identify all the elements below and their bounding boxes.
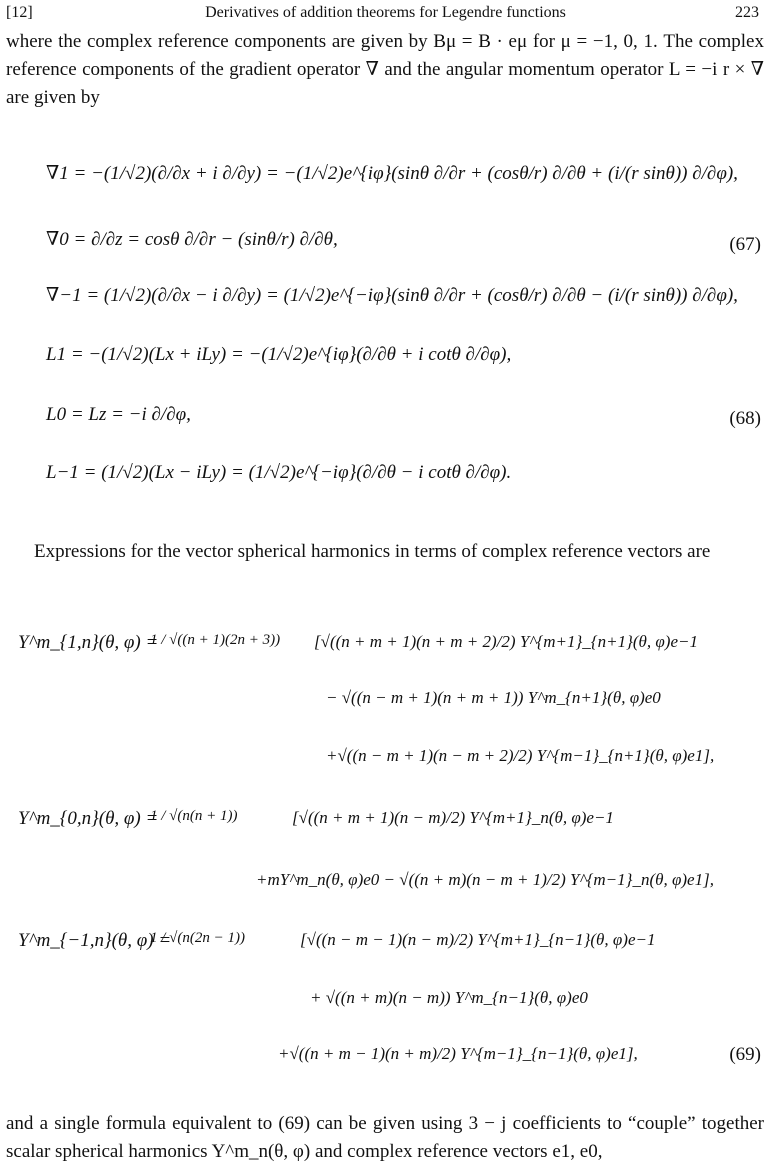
equation-68-number: (68): [729, 408, 761, 429]
running-title: Derivatives of addition theorems for Legendre functions: [205, 4, 566, 21]
intro-paragraph: where the complex reference components are given by Bμ = B · eμ for μ = −1, 0, 1. The complex reference components of the gradient operator ∇ and the angular momentum operator L = −i r × ∇ are given by: [6, 31, 764, 108]
chapter-number: [12]: [6, 4, 33, 21]
outro-paragraph: and a single formula equivalent to (69) can be given using 3 − j coefficients to “couple” together scalar spherical harmonics Y^m_n(θ, φ) and complex reference vectors e1, e0,: [6, 1113, 764, 1162]
page: [12] Derivatives of addition theorems for Legendre functions 223 where the complex reference components are given by Bμ = B · eμ for μ = −1, 0, 1. The complex reference components of the gradient operator ∇ and the angular momentum operator L = −i r × ∇ are given by ∇1 = −(1/√2)(∂/∂x + i ∂/∂y) = −(1/√2)e^{iφ}(sinθ ∂/∂r + (cosθ/r) ∂/∂θ + (i/(r sinθ)) ∂/∂φ), ∇0 = ∂/∂z = cosθ ∂/∂r − (sinθ/r) ∂/∂θ, (67) ∇−1 = (1/√2)(∂/∂x − i ∂/∂y) = (1/√2)e^{−iφ}(sinθ ∂/∂r + (cosθ/r) ∂/∂θ − (i/(r sinθ)) ∂/∂φ), L1 = −(1/√2)(Lx + iLy) = −(1/√2)e^{iφ}(∂/∂θ + i cotθ ∂/∂φ), L0 = Lz = −i ∂/∂φ, (68) L−1 = (1/√2)(Lx − iLy) = (1/√2)e^{−iφ}(∂/∂θ − i cotθ ∂/∂φ). Expressions for the vector spherical harmonics in terms of complex reference vectors are Y^m_{1,n}(θ, φ) = 1 / √((n + 1)(2n + 3)) [√((n + m + 1)(n + m + 2)/2) Y^{m+1}_{n+1}(θ, φ)e−1 − √((n − m + 1)(n + m + 1)) Y^m_{n+1}(θ, φ)e0 +√((n − m + 1)(n − m + 2)/2) Y^{m−1}_{n+1}(θ, φ)e1], Y^m_{0,n}(θ, φ) = 1 / √(n(n + 1)) [√((n + m + 1)(n − m)/2) Y^{m+1}_n(θ, φ)e−1 +mY^m_n(θ, φ)e0 − √((n + m)(n − m + 1)/2) Y^{m−1}_n(θ, φ)e1], Y^m_{−1,n}(θ, φ) = 1 / √(n(2n − 1)) [√((n − m − 1)(n − m)/2) Y^{m+1}_{n−1}(θ, φ)e−1 + √((n + m)(n − m)) Y^m_{n−1}(θ, φ)e0 +√((n + m − 1)(n + m)/2) Y^{m−1}_{n−1}(θ, φ)e1], (69) and a single formula equivalent to (69) can be given using 3 − j coefficients to “couple” together scalar spherical harmonics Y^m_n(θ, φ) and complex reference vectors e1, e0,: [0, 0, 771, 1171]
vsh-intro-paragraph: Expressions for the vector spherical harmonics in terms of complex reference vectors are: [34, 541, 711, 562]
equation-69-number: (69): [729, 1044, 761, 1065]
page-number: 223: [735, 4, 759, 21]
equation-67-number: (67): [729, 234, 761, 255]
